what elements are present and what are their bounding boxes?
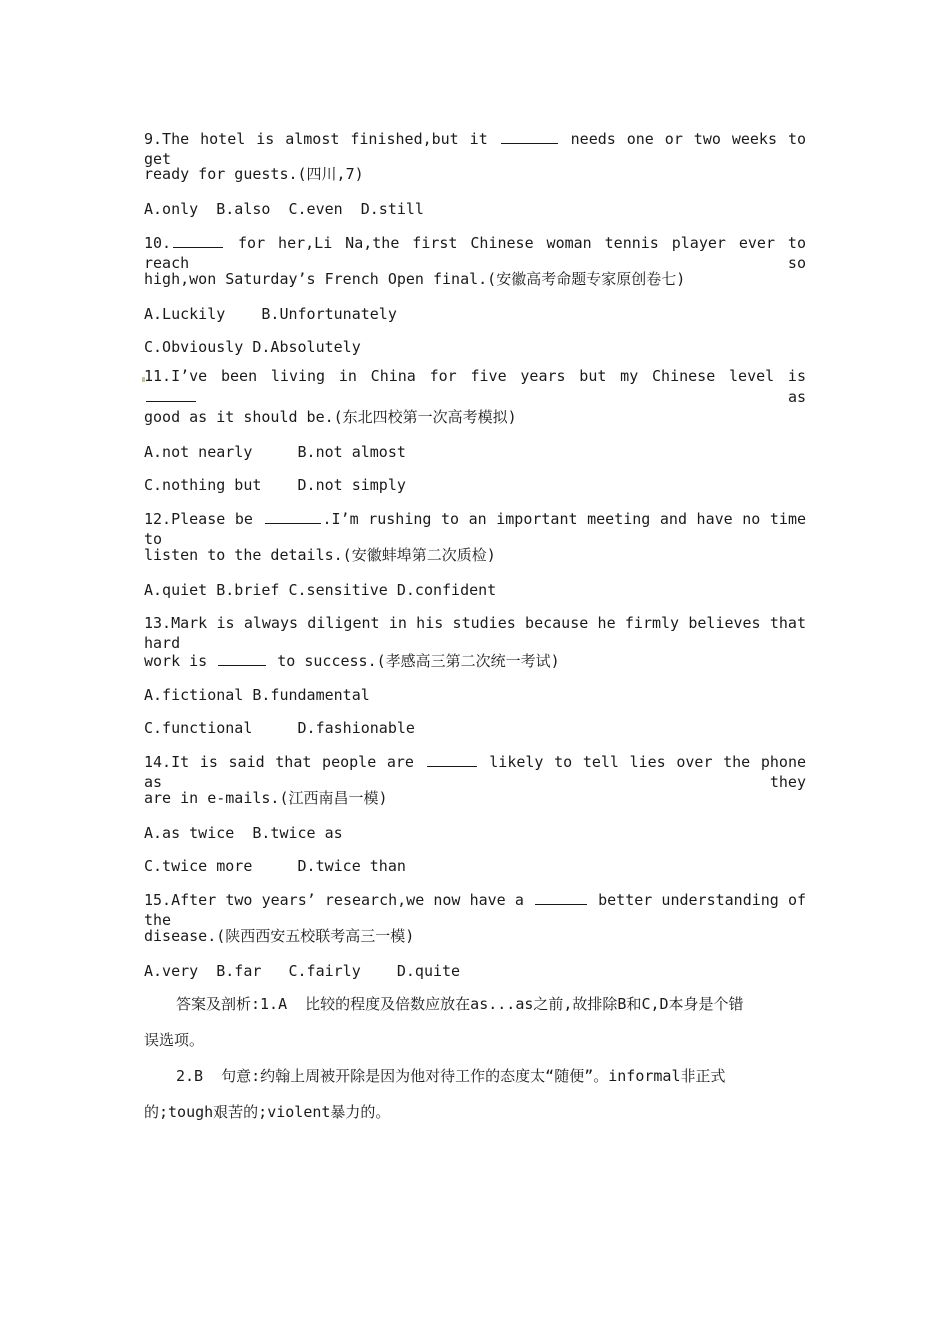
question-text: likely to tell lies over the phone as they [144, 753, 807, 791]
answer-blank [218, 650, 266, 666]
answer-blank [535, 889, 587, 905]
answer-1-line1: 答案及剖析:1.A 比较的程度及倍数应放在as...as之前,故排除B和C,D本身是个错 [176, 995, 744, 1013]
question-11-options-cd: C.nothing but D.not simply [144, 476, 406, 494]
question-9-options: A.only B.also C.even D.still [144, 200, 424, 218]
question-11-stem [144, 366, 806, 407]
answer-blank [427, 751, 477, 767]
question-text: work is [144, 652, 208, 670]
question-number: 10. [144, 234, 172, 252]
question-14-source: are in e-mails.(江西南昌一模) [144, 789, 388, 807]
question-10-options-cd: C.Obviously D.Absolutely [144, 338, 361, 356]
answer-blank [501, 128, 558, 144]
question-text: 9.The hotel is almost finished,but it [144, 130, 488, 148]
answer-2-line1: 2.B 句意:约翰上周被开除是因为他对待工作的态度太“随便”。informal非正式 [176, 1067, 726, 1085]
question-text: .I’m rushing to an important meeting and have no time to [144, 510, 807, 548]
answer-blank [265, 508, 321, 524]
question-9-source: ready for guests.(四川,7) [144, 165, 364, 183]
question-9-stem [144, 128, 806, 169]
question-text: 12.Please be [144, 510, 253, 528]
question-text: better understanding of the [144, 891, 807, 929]
answer-1-line2: 误选项。 [144, 1031, 205, 1049]
question-15-options: A.very B.far C.fairly D.quite [144, 962, 461, 980]
question-15-source: disease.(陕西西安五校联考高三一模) [144, 927, 415, 945]
question-11-options-ab: A.not nearly B.not almost [144, 443, 406, 461]
answer-2-line2: 的;tough艰苦的;violent暴力的。 [144, 1103, 391, 1121]
question-text: for her,Li Na,the first Chinese woman tennis player ever to reach so [144, 234, 806, 272]
question-text: as [787, 388, 806, 406]
question-14-options-ab: A.as twice B.twice as [144, 824, 343, 842]
question-14-options-cd: C.twice more D.twice than [144, 857, 406, 875]
answer-blank [173, 232, 223, 248]
question-10-stem [144, 232, 806, 273]
question-text: 11.I’ve been living in China for five years but my Chinese level is [144, 367, 806, 385]
question-text: 14.It is said that people are [144, 753, 414, 771]
question-13-options-ab: A.fictional B.fundamental [144, 686, 370, 704]
question-12-source: listen to the details.(安徽蚌埠第二次质检) [144, 546, 496, 564]
question-13-line2 [144, 650, 560, 671]
question-source: to success.(孝感高三第二次统一考试) [277, 652, 560, 670]
question-11-source: good as it should be.(东北四校第一次高考模拟) [144, 408, 517, 426]
question-text: needs one or two weeks to get [144, 130, 806, 168]
question-15-stem [144, 889, 806, 930]
question-text: 13.Mark is always diligent in his studies because he firmly believes that hard [144, 614, 806, 652]
question-13-options-cd: C.functional D.fashionable [144, 719, 415, 737]
question-10-source: high,won Saturday’s French Open final.(安徽高考命题专家原创卷七) [144, 270, 686, 288]
question-text: 15.After two years’ research,we now have a [144, 891, 524, 909]
question-12-options: A.quiet B.brief C.sensitive D.confident [144, 581, 497, 599]
question-14-stem [144, 751, 806, 792]
question-13-stem [144, 613, 806, 653]
question-12-stem [144, 508, 806, 549]
answer-blank [146, 386, 196, 402]
question-10-options-ab: A.Luckily B.Unfortunately [144, 305, 397, 323]
